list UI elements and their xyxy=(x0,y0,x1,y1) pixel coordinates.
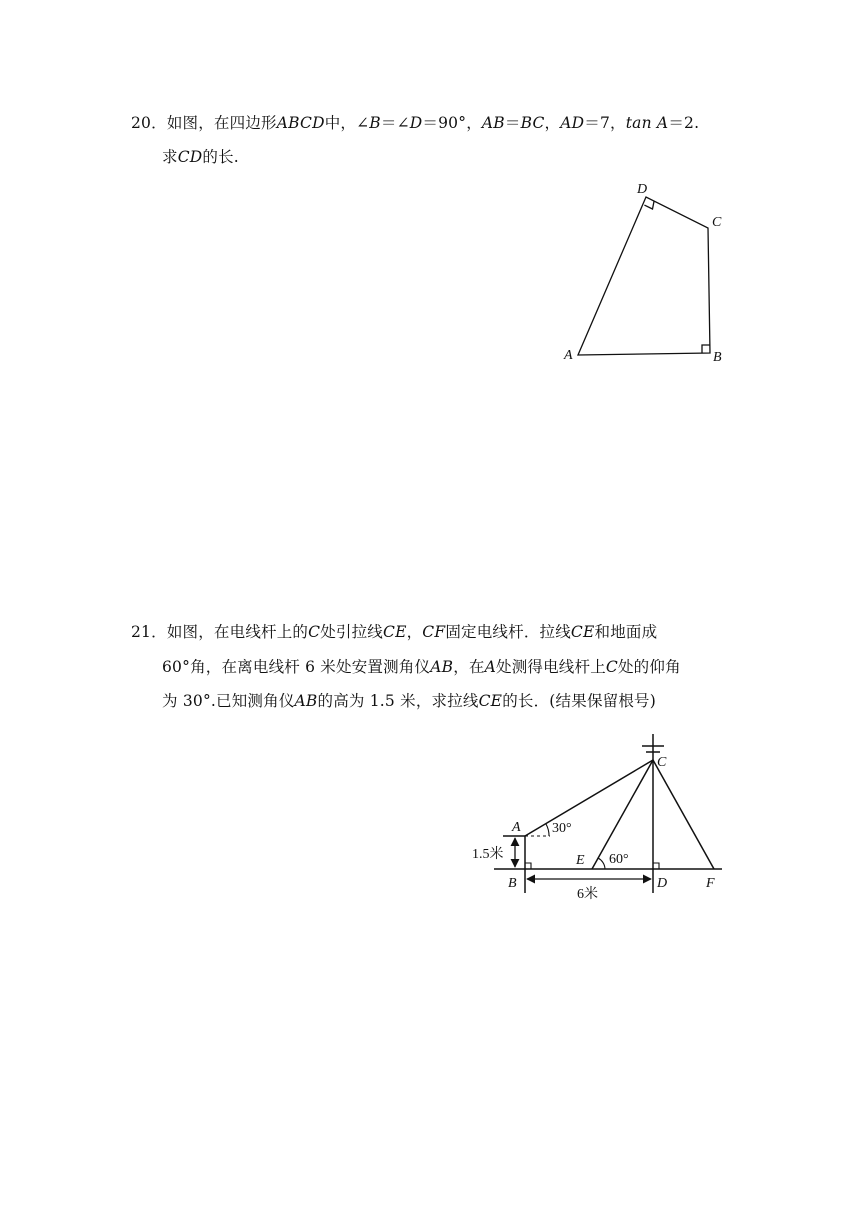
q21-text: ，在 xyxy=(453,658,485,676)
q21-text: ， xyxy=(406,623,423,641)
label-e: E xyxy=(576,853,585,868)
q20-text: ＝90°， xyxy=(422,114,482,132)
q20-var: AD xyxy=(560,114,585,132)
q21-var: C xyxy=(308,623,321,641)
wire-cf xyxy=(653,760,714,869)
q21-var: CE xyxy=(570,623,595,641)
label-c: C xyxy=(657,755,667,770)
q20-var: tan A xyxy=(625,114,669,132)
q20-var: AB xyxy=(481,114,505,132)
q20-text: 中，∠ xyxy=(324,114,370,132)
q21-var: AB xyxy=(294,692,318,710)
q21-text: 处引拉线 xyxy=(320,623,384,641)
label-c: C xyxy=(712,215,722,230)
label-b: B xyxy=(508,876,517,891)
q20-text: 的长. xyxy=(202,148,239,166)
angle-label-30: 30° xyxy=(552,821,572,836)
label-d: D xyxy=(657,876,668,891)
angle-label-60: 60° xyxy=(609,852,629,867)
q20-text: ， xyxy=(544,114,561,132)
q20-var: B xyxy=(369,114,381,132)
q21-var: CF xyxy=(422,623,446,641)
label-b: B xyxy=(713,350,722,365)
q21-text: 的高为 1.5 米，求拉线 xyxy=(317,692,479,710)
label-d: D xyxy=(637,182,648,197)
height-label: 1.5米 xyxy=(472,847,504,862)
q21-text: 如图，在电线杆上的 xyxy=(166,623,309,641)
line-ac xyxy=(525,760,653,836)
q21-var: A xyxy=(484,658,496,676)
q20-var: BC xyxy=(520,114,545,132)
q21-text: 处测得电线杆上 xyxy=(496,658,606,676)
q21-text: 为 30°.已知测角仪 xyxy=(162,692,295,710)
q20-text: 如图，在四边形 xyxy=(166,114,277,132)
q20-number: 20． xyxy=(131,114,167,132)
q20-text: ＝2. xyxy=(668,114,700,132)
q21-number: 21． xyxy=(131,623,167,641)
label-a: A xyxy=(564,348,573,363)
q21-text: 处的仰角 xyxy=(617,658,681,676)
q20-var: ABCD xyxy=(276,114,325,132)
label-a: A xyxy=(512,820,521,835)
q21-text: 的长．(结果保留根号) xyxy=(502,692,656,710)
q20-var: D xyxy=(409,114,423,132)
q20-var: CD xyxy=(177,148,203,166)
q20-text: ＝ xyxy=(504,114,521,132)
q21-var: CE xyxy=(478,692,503,710)
angle-arc-60 xyxy=(598,858,605,869)
q21-var: AB xyxy=(430,658,454,676)
label-f: F xyxy=(706,876,715,891)
angle-arc-30 xyxy=(546,824,549,836)
q21-text: 60°角，在离电线杆 6 米处安置测角仪 xyxy=(162,658,431,676)
distance-label: 6米 xyxy=(577,887,598,902)
q21-text: 和地面成 xyxy=(594,623,658,641)
q20-text: ＝∠ xyxy=(380,114,410,132)
q20-text: ＝7， xyxy=(584,114,626,132)
q21-text: 固定电线杆．拉线 xyxy=(445,623,571,641)
right-angle-mark-b xyxy=(525,863,531,869)
right-angle-mark-d xyxy=(653,863,659,869)
q21-var: C xyxy=(605,658,618,676)
q21-var: CE xyxy=(383,623,407,641)
q20-text: 求 xyxy=(162,148,178,166)
